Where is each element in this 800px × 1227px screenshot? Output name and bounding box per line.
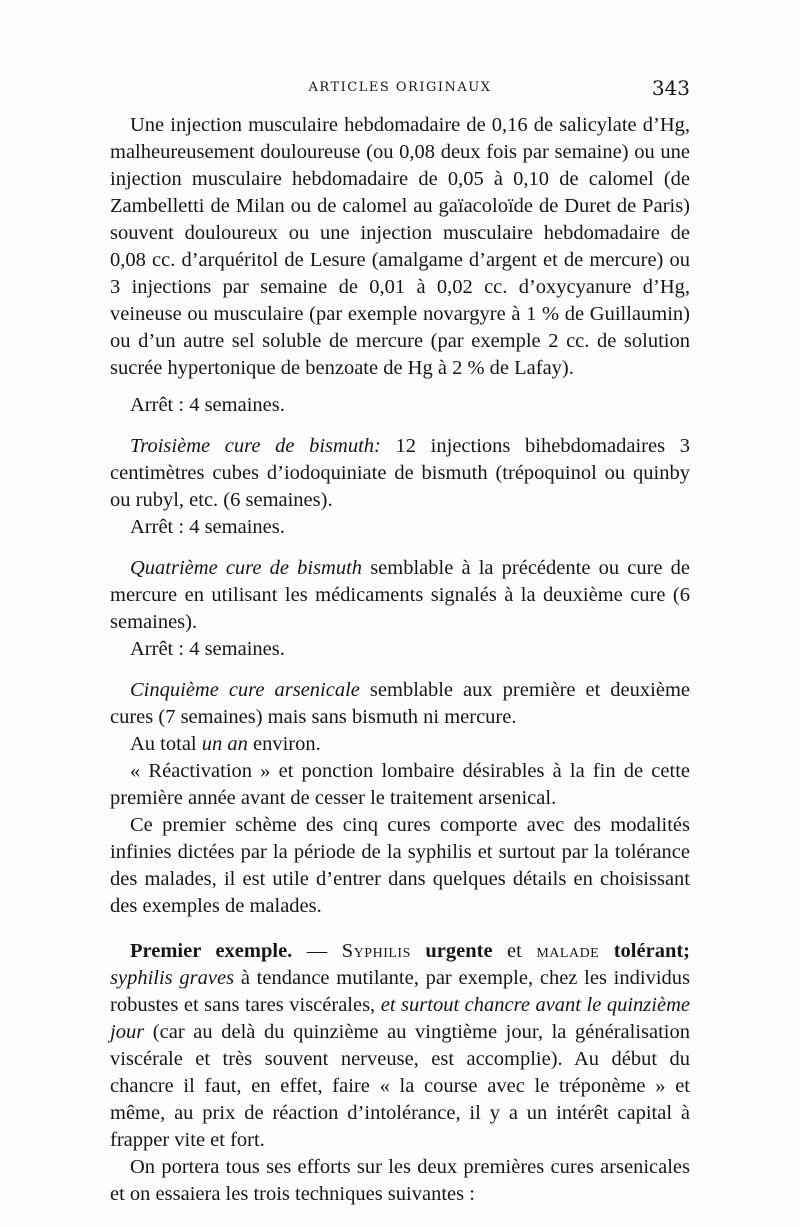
page-header bbox=[110, 76, 690, 100]
page-number: 343 bbox=[651, 76, 690, 100]
first-example-heading: Premier exemple. bbox=[130, 940, 293, 962]
paragraph-first-example: Premier exemple. — Syphilis urgente et malade tolérant; syphilis graves à tendance mutilante, par exemple, chez les individus robustes et sans tares viscérales, et surtout chancre avant le quinzième jour (car au delà du quinzième au vingtième jour, la généralisation viscérale et très souvent nerveuse, est accomplie). Au début du chancre il faut, en effet, faire « la course avec le tréponème » et même, au prix de réaction d’intolérance, il y a un intérêt capital à frapper vite et fort. bbox=[110, 940, 691, 1151]
pause-note: Arrêt : 4 semaines. bbox=[130, 394, 285, 416]
paragraph-fifth-cure bbox=[110, 677, 690, 731]
pause-note: Arrêt : 4 semaines. bbox=[130, 516, 285, 538]
paragraph-fourth-cure bbox=[110, 555, 690, 636]
paragraph-total-duration: Au total un an environ. bbox=[130, 733, 321, 755]
paragraph-injection-options: Une injection musculaire hebdomadaire de 0,16 de salicylate d’Hg, malheureusement douloureuse (ou 0,08 deux fois par semaine) ou une injection musculaire hebdomadaire de 0,05 à 0,10 de calomel (de Zambelletti de Milan ou de calomel au gaïacoloïde de Duret de Paris) souvent douloureux ou une injection musculaire hebdomadaire de 0,08 cc. d’arquéritol de Lesure (amalgame d’argent et de mercure) ou 3 injections par semaine de 0,01 à 0,02 cc. d’oxycyanure d’Hg, veineuse ou musculaire (par exemple novargyre à 1 % de Guillaumin) ou d’un autre sel soluble de mercure (par exemple 2 cc. de solution sucrée hypertonique de benzoate de Hg à 2 % de Lafay). bbox=[110, 114, 690, 379]
paragraph-schema: Ce premier schème des cinq cures comporte avec des modalités infinies dictées par la période de la syphilis et surtout par la tolérance des malades, il est utile d’entrer dans quelques détails en choisissant des exemples de malades. bbox=[110, 814, 690, 917]
body-text bbox=[110, 112, 690, 1208]
total-duration-emphasis: un an bbox=[201, 733, 248, 755]
fifth-cure-text: semblable aux première et deuxième cures (7 semaines) mais sans bismuth ni mercure. bbox=[110, 679, 690, 728]
running-head: ARTICLES ORIGINAUX bbox=[308, 80, 492, 95]
paragraph-third-cure bbox=[110, 433, 690, 514]
third-cure-text: 12 injections bihebdomadaires 3 centimètres cubes d’iodoquiniate de bismuth (trépoquinol ou quinby ou rubyl, etc. (6 semaines). bbox=[110, 435, 690, 511]
fourth-cure-text: semblable à la précédente ou cure de mercure en utilisant les médicaments signalés à la deuxième cure (6 semaines). bbox=[110, 557, 690, 633]
fourth-cure-title: Quatrième cure de bismuth bbox=[130, 557, 363, 579]
pause-note: Arrêt : 4 semaines. bbox=[130, 638, 285, 660]
paragraph-arsenical-cures: On portera tous ses efforts sur les deux premières cures arsenicales et on essaiera les trois techniques suivantes : bbox=[110, 1156, 690, 1205]
third-cure-title: Troisième cure de bismuth: bbox=[130, 435, 381, 457]
fifth-cure-title: Cinquième cure arsenicale bbox=[130, 679, 360, 701]
paragraph-reactivation: « Réactivation » et ponction lombaire désirables à la fin de cette première année avant de cesser le traitement arsenical. bbox=[110, 760, 690, 809]
